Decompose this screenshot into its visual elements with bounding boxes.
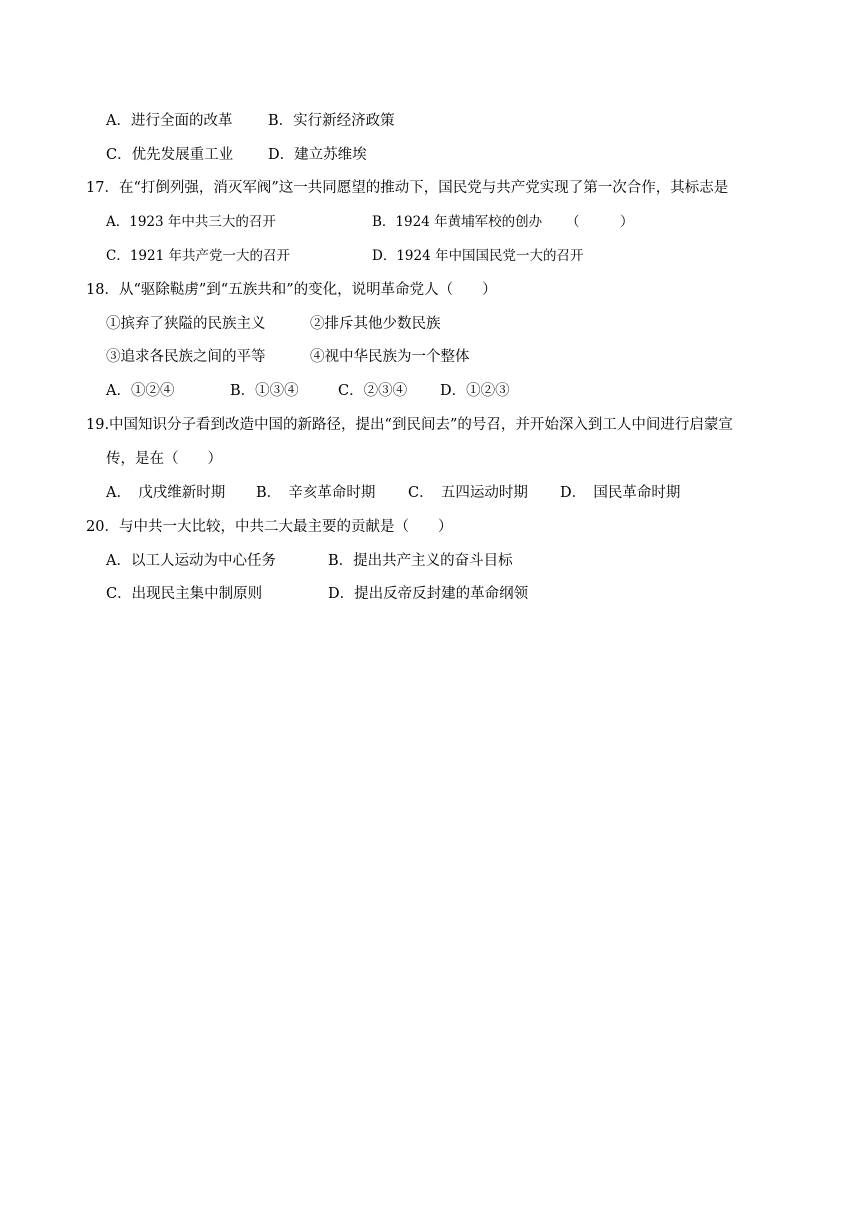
q18-option-d: D．①②③ <box>440 383 510 399</box>
q18-option-a: A．①②④ <box>106 383 175 399</box>
q20-option-a: A．以工人运动为中心任务 <box>106 553 276 569</box>
q18-option-b: B．①③④ <box>230 383 299 399</box>
q18-option-c: C．②③④ <box>338 383 408 399</box>
q18-stem: 18．从“驱除鞑虏”到“五族共和”的变化，说明革命党人（ ） <box>86 282 497 298</box>
q17-option-c: C．1921 年共产党一大的召开 <box>106 248 290 264</box>
q17-option-b: B．1924 年黄埔军校的创办 <box>372 214 543 230</box>
q17-option-a: A．1923 年中共三大的召开 <box>106 214 276 230</box>
q19-stem-line2: 传，是在（ ） <box>106 451 222 467</box>
q16-option-a: A．进行全面的改革 <box>106 113 233 129</box>
q16-option-c: C．优先发展重工业 <box>106 147 234 163</box>
q17-answer-blank: （ ） <box>566 214 634 230</box>
q20-option-d: D．提出反帝反封建的革命纲领 <box>328 586 529 602</box>
q20-option-c: C．出现民主集中制原则 <box>106 586 263 602</box>
q18-item-3: ③追求各民族之间的平等 <box>106 349 266 365</box>
q20-stem: 20．与中共一大比较，中共二大最主要的贡献是（ ） <box>86 519 453 535</box>
q16-option-b: B．实行新经济政策 <box>268 113 395 129</box>
q19-stem-line1: 19.中国知识分子看到改造中国的新路径，提出“到民间去”的号召，并开始深入到工人中间进行启蒙宣 <box>86 417 733 433</box>
q18-item-1: ①摈弃了狭隘的民族主义 <box>106 316 266 332</box>
q19-option-b: B． 辛亥革命时期 <box>256 485 376 501</box>
q17-stem: 17．在“打倒列强，消灭军阀”这一共同愿望的推动下，国民党与共产党实现了第一次合作，其标志是 <box>86 180 729 196</box>
q16-option-d: D．建立苏维埃 <box>268 147 367 163</box>
q19-option-a: A． 戊戌维新时期 <box>106 485 226 501</box>
q20-option-b: B．提出共产主义的奋斗目标 <box>328 553 513 569</box>
q18-item-4: ④视中华民族为一个整体 <box>310 349 470 365</box>
q19-option-d: D． 国民革命时期 <box>560 485 681 501</box>
q18-item-2: ②排斥其他少数民族 <box>310 316 441 332</box>
q17-option-d: D．1924 年中国国民党一大的召开 <box>372 248 584 264</box>
q19-option-c: C． 五四运动时期 <box>408 485 528 501</box>
